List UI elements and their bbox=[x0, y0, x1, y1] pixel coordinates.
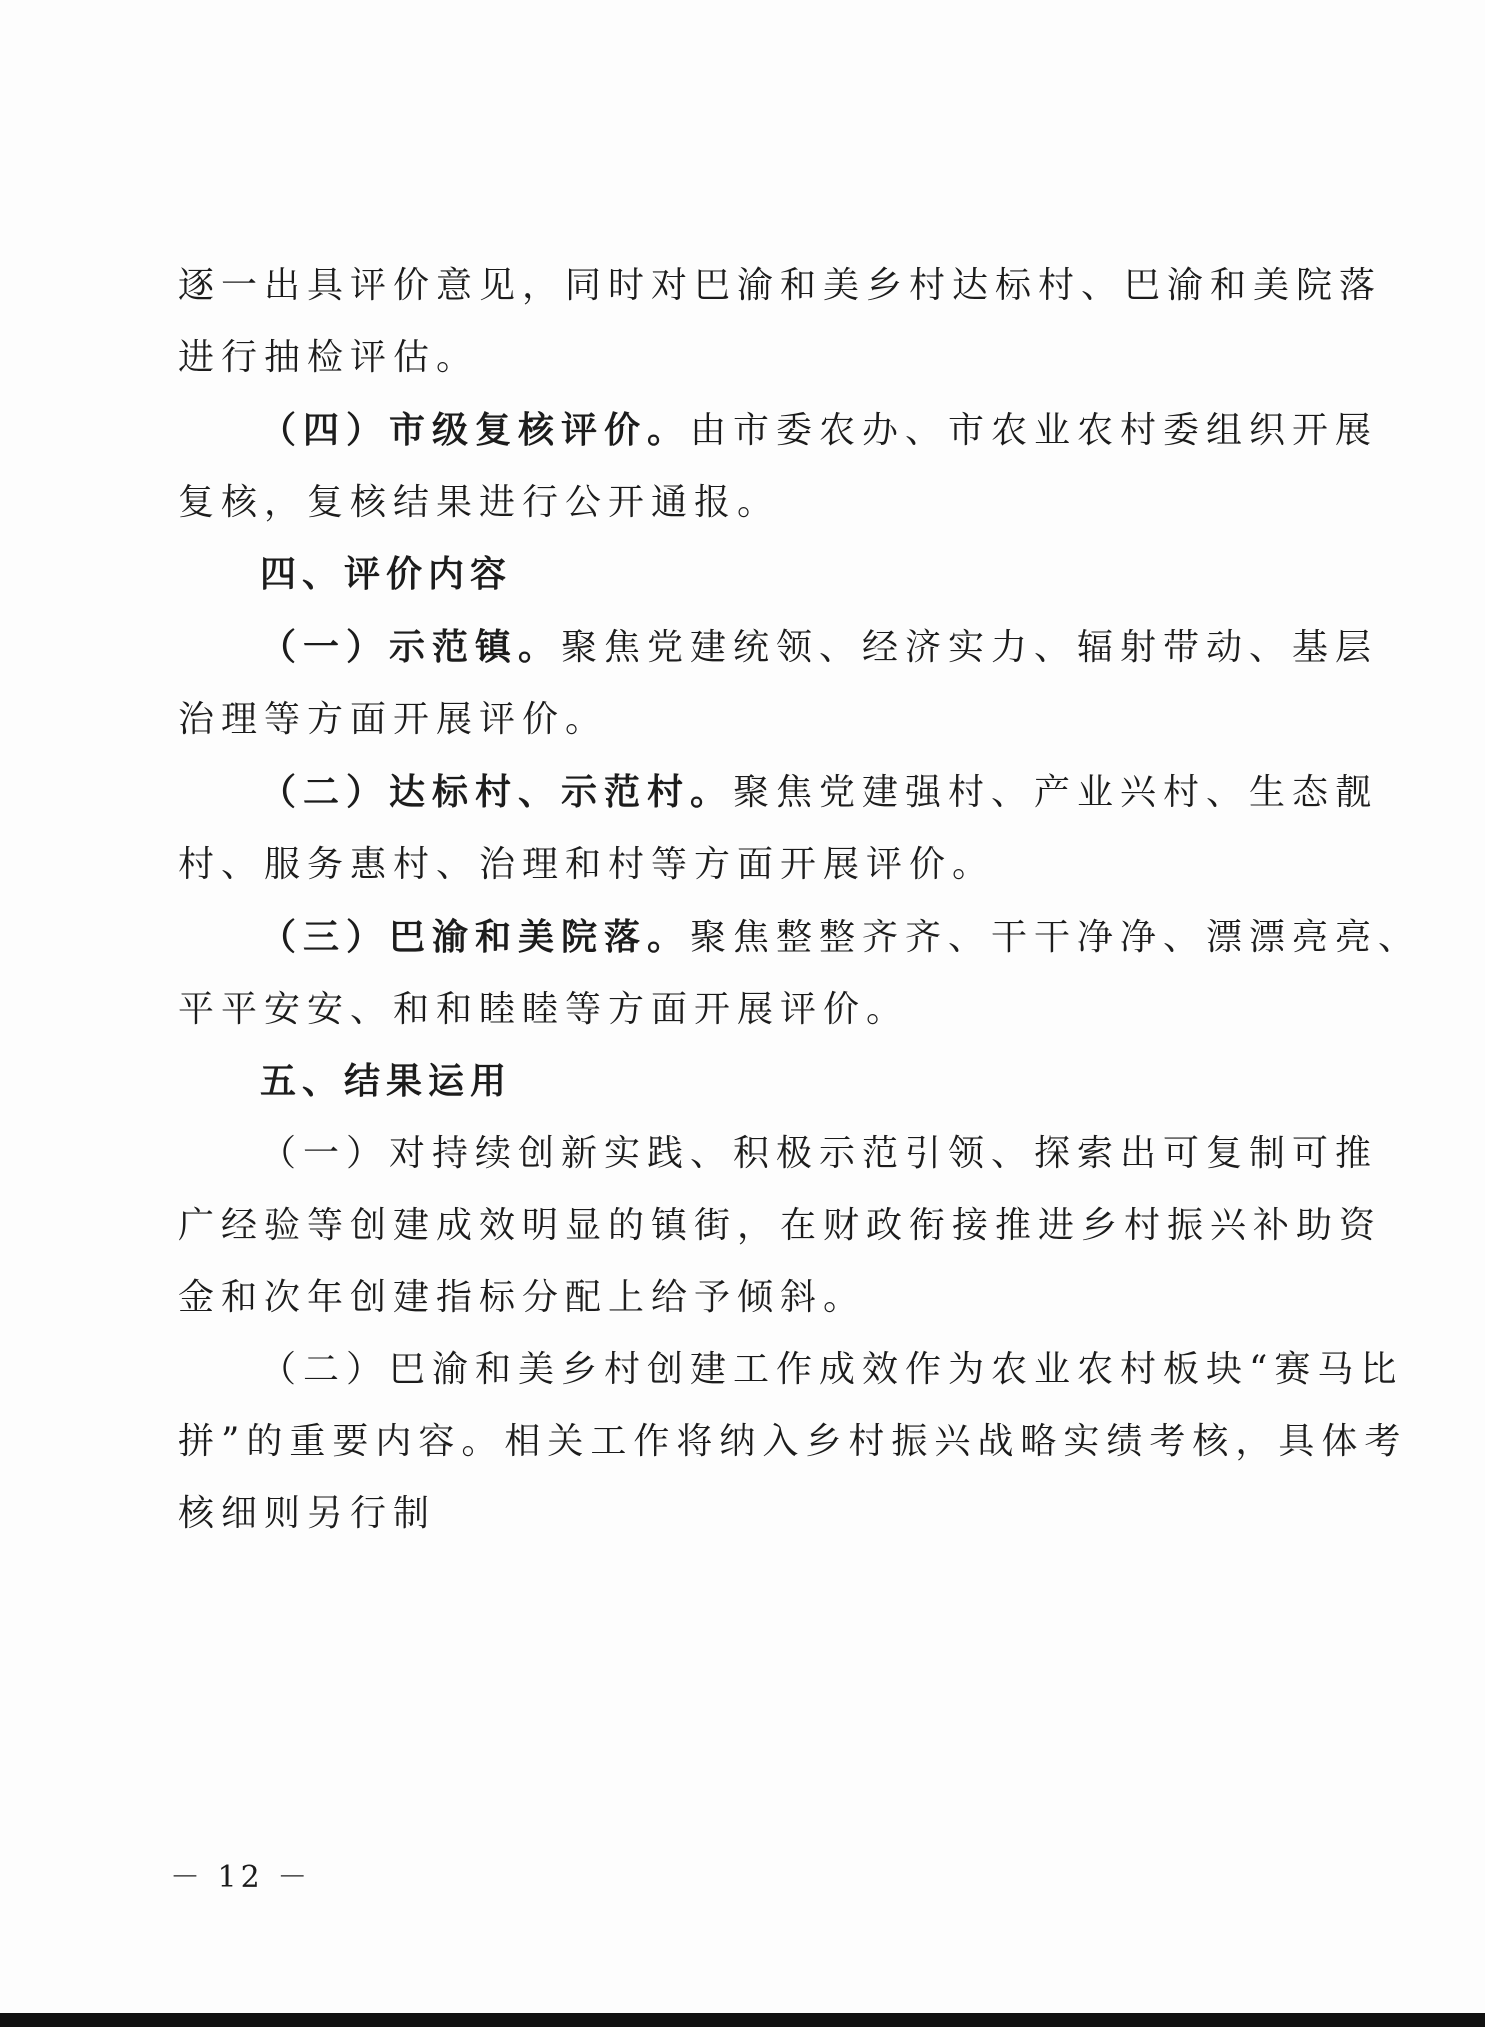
text-line: （一）对持续创新实践、积极示范引领、探索出可复制可推 bbox=[260, 1133, 1379, 1174]
document-body bbox=[178, 250, 1422, 1550]
section-heading-result-application: 五、结果运用 bbox=[260, 1061, 513, 1102]
text-line: 逐一出具评价意见，同时对巴渝和美乡村达标村、巴渝和美院落 bbox=[178, 265, 1383, 306]
clause-text: 聚焦整整齐齐、干干净净、漂漂亮亮、 bbox=[690, 917, 1422, 958]
clause-text: 聚焦党建强村、产业兴村、生态靓 bbox=[733, 772, 1379, 813]
clause-text: 由市委农办、市农业农村委组织开展 bbox=[690, 410, 1379, 451]
text-line bbox=[178, 901, 1422, 974]
text-line: 复核，复核结果进行公开通报。 bbox=[178, 482, 781, 523]
clause-lead: （四）市级复核评价。 bbox=[260, 409, 691, 451]
text-line: 拼”的重要内容。相关工作将纳入乡村振兴战略实绩考核，具体考 bbox=[178, 1421, 1408, 1462]
text-line: 核细则另行制 bbox=[178, 1493, 437, 1534]
text-line bbox=[178, 394, 1379, 467]
clause-text: 聚焦党建统领、经济实力、辐射带动、基层 bbox=[561, 627, 1379, 668]
text-line: 进行抽检评估。 bbox=[178, 337, 480, 378]
section-heading-evaluation-content: 四、评价内容 bbox=[260, 554, 513, 595]
text-line: 治理等方面开展评价。 bbox=[178, 699, 609, 740]
paragraph-demo-town bbox=[178, 611, 1379, 756]
text-line: 金和次年创建指标分配上给予倾斜。 bbox=[178, 1277, 867, 1318]
text-line: （二）巴渝和美乡村创建工作成效作为农业农村板块“赛马比 bbox=[260, 1349, 1404, 1390]
text-line bbox=[178, 756, 1379, 829]
clause-lead: （三）巴渝和美院落。 bbox=[260, 916, 691, 958]
clause-lead: （二）达标村、示范村。 bbox=[260, 771, 734, 813]
paragraph-incentive bbox=[178, 1118, 1383, 1334]
paragraph-evaluation-opinion bbox=[178, 250, 1383, 394]
paragraph-municipal-review bbox=[178, 394, 1379, 539]
scan-edge-bar bbox=[0, 2013, 1485, 2027]
text-line: 平平安安、和和睦睦等方面开展评价。 bbox=[178, 989, 910, 1030]
text-line: 村、服务惠村、治理和村等方面开展评价。 bbox=[178, 844, 996, 885]
text-line bbox=[178, 611, 1379, 684]
paragraph-courtyard bbox=[178, 901, 1422, 1046]
paragraph-assessment bbox=[178, 1334, 1408, 1550]
page-number: － 12 － bbox=[170, 1860, 312, 1895]
paragraph-standard-village bbox=[178, 756, 1379, 901]
text-line: 广经验等创建成效明显的镇街，在财政衔接推进乡村振兴补助资 bbox=[178, 1205, 1383, 1246]
clause-lead: （一）示范镇。 bbox=[260, 626, 562, 668]
